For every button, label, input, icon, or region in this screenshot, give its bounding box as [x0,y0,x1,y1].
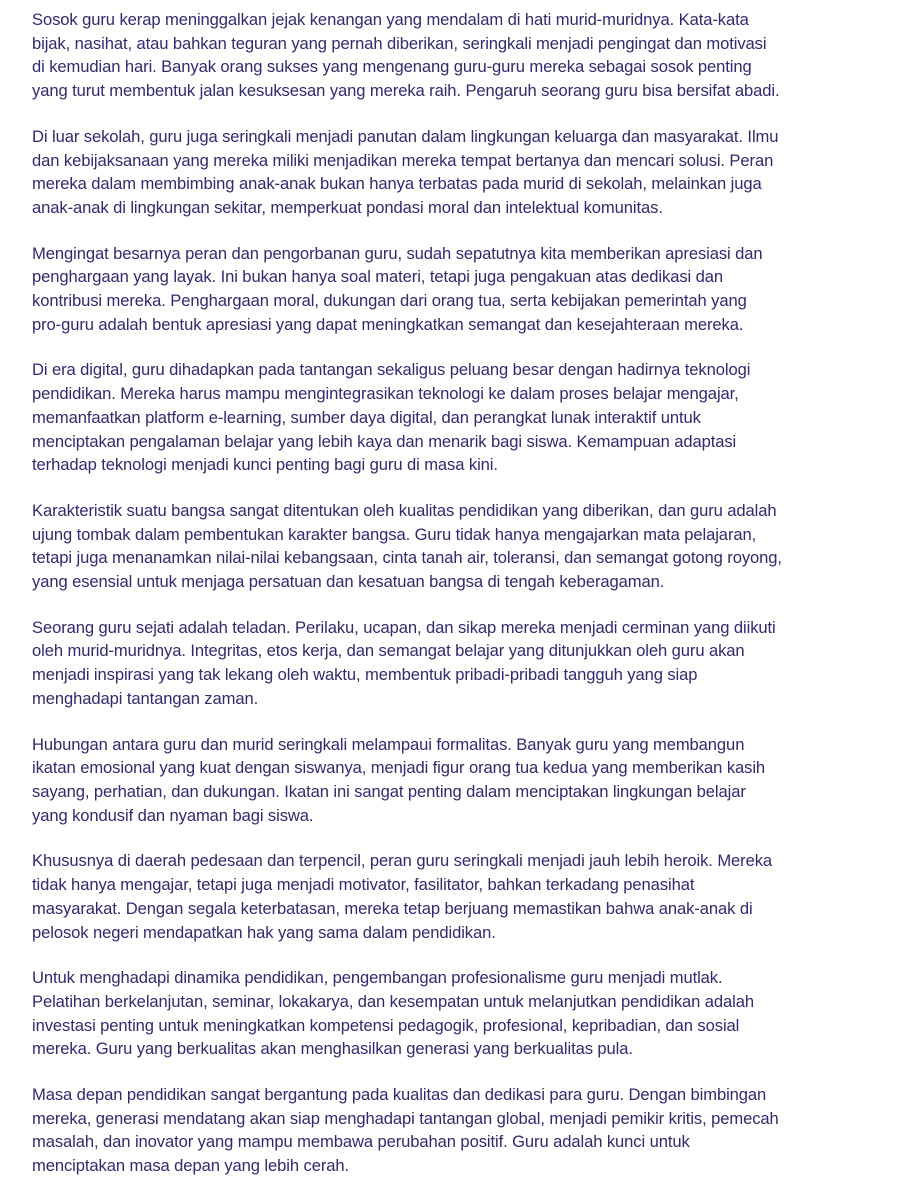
paragraph-3: Mengingat besarnya peran dan pengorbanan guru, sudah sepatutnya kita memberikan apresiasi dan penghargaan yang layak. Ini bukan hanya soal materi, tetapi juga pengakuan atas dedikasi dan kontribusi mereka. Penghargaan moral, dukungan dari orang tua, serta kebijakan pemerintah yang pro-guru adalah bentuk apresiasi yang dapat meningkatkan semangat dan kesejahteraan mereka. [32,243,763,334]
paragraph-1: Sosok guru kerap meninggalkan jejak kenangan yang mendalam di hati murid-muridnya. Kata-kata bijak, nasihat, atau bahkan teguran yang pernah diberikan, seringkali menjadi pengingat dan motivasi di kemudian hari. Banyak orang sukses yang mengenang guru-guru mereka sebagai sosok penting yang turut membentuk jalan kesuksesan yang mereka raih. Pengaruh seorang guru bisa bersifat abadi. [32,10,780,101]
paragraph-5: Karakteristik suatu bangsa sangat ditentukan oleh kualitas pendidikan yang diberikan, dan guru adalah ujung tombak dalam pembentukan karakter bangsa. Guru tidak hanya mengajarkan mata pelajaran, tetapi juga menanamkan nilai-nilai kebangsaan, cinta tanah air, toleransi, dan semangat gotong royong, yang esensial untuk menjaga persatuan dan kesatuan bangsa di tengah keberagaman. [32,500,782,592]
paragraph-7: Hubungan antara guru dan murid seringkali melampaui formalitas. Banyak guru yang membangun ikatan emosional yang kuat dengan siswanya, menjadi figur orang tua kedua yang memberikan kasih sayang, perhatian, dan dukungan. Ikatan ini sangat penting dalam menciptakan lingkungan belajar yang kondusif dan nyaman bagi siswa. [32,734,766,825]
paragraph-4: Di era digital, guru dihadapkan pada tantangan sekaligus peluang besar dengan hadirnya teknologi pendidikan. Mereka harus mampu mengintegrasikan teknologi ke dalam proses belajar mengajar, memanfaatkan platform e-learning, sumber daya digital, dan perangkat lunak interaktif untuk menciptakan pengalaman belajar yang lebih kaya dan menarik bagi siswa. Kemampuan adaptasi terhadap teknologi menjadi kunci penting bagi guru di masa kini. [32,360,751,475]
paragraph-6: Seorang guru sejati adalah teladan. Perilaku, ucapan, dan sikap mereka menjadi cerminan yang diikuti oleh murid-muridnya. Integritas, etos kerja, dan semangat belajar yang ditunjukkan oleh guru akan menjadi inspirasi yang tak lekang oleh waktu, membentuk pribadi-pribadi tangguh yang siap menghadapi tantangan zaman. [32,617,776,708]
paragraph-8: Khususnya di daerah pedesaan dan terpencil, peran guru seringkali menjadi jauh lebih heroik. Mereka tidak hanya mengajar, tetapi juga menjadi motivator, fasilitator, bahkan terkadang penasihat masyarakat. Dengan segala keterbatasan, mereka tetap berjuang memastikan bahwa anak-anak di pelosok negeri mendapatkan hak yang sama dalam pendidikan. [32,851,773,942]
paragraph-10: Masa depan pendidikan sangat bergantung pada kualitas dan dedikasi para guru. Dengan bimbingan mereka, generasi mendatang akan siap menghadapi tantangan global, menjadi pemikir kritis, pemecah masalah, dan inovator yang mampu membawa perubahan positif. Guru adalah kunci untuk menciptakan masa depan yang lebih cerah. [32,1085,779,1176]
paragraph-2: Di luar sekolah, guru juga seringkali menjadi panutan dalam lingkungan keluarga dan masyarakat. Ilmu dan kebijaksanaan yang mereka miliki menjadikan mereka tempat bertanya dan mencari solusi. Peran mereka dalam membimbing anak-anak bukan hanya terbatas pada murid di sekolah, melainkan juga anak-anak di lingkungan sekitar, memperkuat pondasi moral dan intelektual komunitas. [32,126,779,217]
paragraph-9: Untuk menghadapi dinamika pendidikan, pengembangan profesionalisme guru menjadi mutlak. Pelatihan berkelanjutan, seminar, lokakarya, dan kesempatan untuk melanjutkan pendidikan adalah investasi penting untuk meningkatkan kompetensi pedagogik, profesional, kepribadian, dan sosial mereka. Guru yang berkualitas akan menghasilkan generasi yang berkualitas pula. [32,968,755,1059]
